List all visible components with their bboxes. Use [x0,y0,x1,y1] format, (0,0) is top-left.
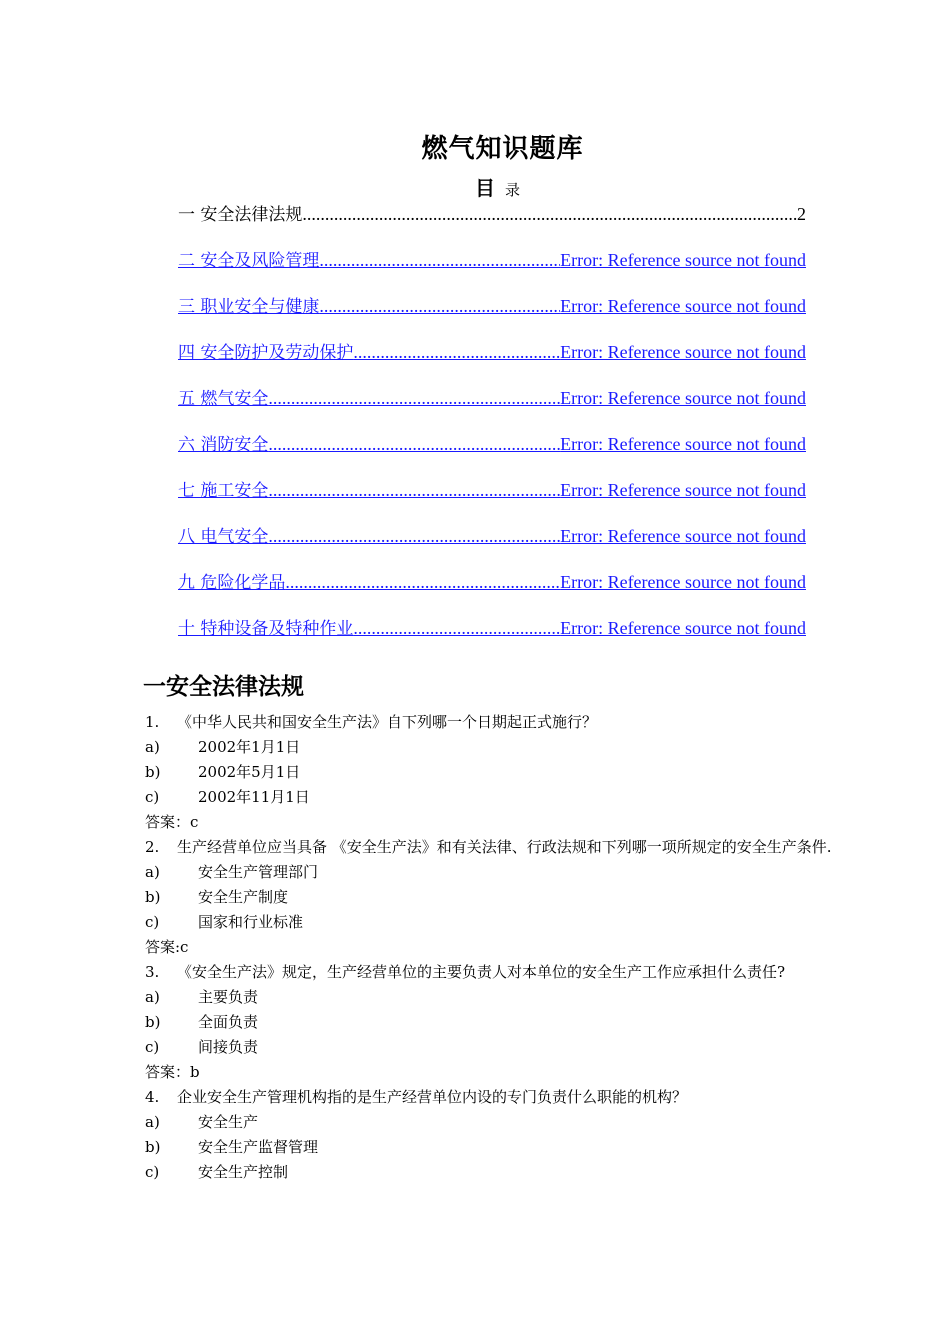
option-marker: b) [145,763,161,781]
toc-entry-page: Error: Reference source not found [560,572,806,592]
toc-entry[interactable] [178,246,806,292]
option [145,985,860,1010]
option-text: 安全生产 [198,1113,259,1131]
question-text: 《中华人民共和国安全生产法》自下列哪一个日期起正式施行？ [177,713,598,731]
toc-entry-label: 八 电气安全 [178,527,269,547]
option-text: 安全生产控制 [198,1163,289,1181]
option [145,760,860,785]
option [145,885,860,910]
table-of-contents [178,200,806,660]
toc-leader [353,618,560,639]
question-number: 2. [145,838,160,856]
question-number: 1. [145,713,160,731]
option-text: 2002年1月1日 [198,738,301,756]
option-marker: a) [145,863,160,881]
toc-entry-page: Error: Reference source not found [560,434,806,454]
toc-heading [0,172,950,201]
question [145,835,860,860]
toc-entry[interactable] [178,614,806,660]
toc-leader [319,250,560,271]
question-list [145,710,860,1185]
toc-leader [285,572,560,593]
answer: 答案：c [145,813,199,831]
toc-entry-label: 九 危险化学品 [178,573,286,593]
toc-entry[interactable] [178,568,806,614]
option [145,1010,860,1035]
toc-entry[interactable] [178,384,806,430]
question [145,710,860,735]
toc-entry-label: 一 安全法律法规 [178,205,303,225]
toc-entry[interactable] [178,338,806,384]
option-text: 安全生产监督管理 [198,1138,319,1156]
toc-leader [319,296,560,317]
toc-entry-label: 四 安全防护及劳动保护 [178,343,354,363]
document-title: 燃气知识题库 [421,134,584,164]
toc-heading-small: 录 [504,181,520,199]
option [145,860,860,885]
toc-leader [268,434,560,455]
section-heading: 一安全法律法规 [143,674,304,700]
toc-leader [268,388,560,409]
option-marker: b) [145,1013,161,1031]
option-text: 国家和行业标准 [198,913,304,931]
toc-entry-label: 二 安全及风险管理 [178,251,320,271]
option-marker: c) [145,1038,160,1056]
toc-heading-big: 目 [474,176,495,200]
option [145,785,860,810]
question-number: 4. [145,1088,160,1106]
toc-leader [268,526,560,547]
option-text: 2002年11月1日 [198,788,310,806]
question-text: 企业安全生产管理机构指的是生产经营单位内设的专门负责什么职能的机构？ [177,1088,688,1106]
option [145,910,860,935]
question-text: 《安全生产法》规定，生产经营单位的主要负责人对本单位的安全生产工作应承担什么责任? [177,963,786,981]
toc-entry[interactable] [178,200,806,246]
toc-entry-label: 十 特种设备及特种作业 [178,619,354,639]
option-text: 安全生产制度 [198,888,289,906]
option-text: 主要负责 [198,988,259,1006]
answer: 答案：b [145,1063,200,1081]
option-marker: a) [145,1113,160,1131]
answer: 答案:c [145,938,189,956]
toc-entry-page: Error: Reference source not found [560,480,806,500]
toc-entry-page: 2 [797,204,806,224]
option [145,1035,860,1060]
option-text: 安全生产管理部门 [198,863,319,881]
option [145,1135,860,1160]
option-marker: a) [145,738,160,756]
question-number: 3. [145,963,160,981]
toc-entry[interactable] [178,430,806,476]
toc-entry-label: 五 燃气安全 [178,389,269,409]
toc-leader [302,204,797,225]
option [145,1110,860,1135]
toc-entry-page: Error: Reference source not found [560,250,806,270]
toc-leader [353,342,560,363]
toc-entry-page: Error: Reference source not found [560,618,806,638]
option-marker: c) [145,913,160,931]
option [145,1160,860,1185]
toc-entry-label: 六 消防安全 [178,435,269,455]
toc-entry-page: Error: Reference source not found [560,526,806,546]
option-marker: b) [145,888,161,906]
toc-entry-page: Error: Reference source not found [560,342,806,362]
toc-entry[interactable] [178,522,806,568]
option-marker: a) [145,988,160,1006]
option-text: 全面负责 [198,1013,259,1031]
toc-leader [268,480,560,501]
toc-entry[interactable] [178,292,806,338]
option-text: 2002年5月1日 [198,763,301,781]
question [145,1085,860,1110]
option-marker: c) [145,1163,160,1181]
option-marker: c) [145,788,160,806]
question [145,960,860,985]
toc-entry-label: 三 职业安全与健康 [178,297,320,317]
option-marker: b) [145,1138,161,1156]
toc-entry-page: Error: Reference source not found [560,388,806,408]
option [145,735,860,760]
toc-entry-label: 七 施工安全 [178,481,269,501]
option-text: 间接负责 [198,1038,259,1056]
toc-entry[interactable] [178,476,806,522]
question-text: 生产经营单位应当具备 《安全生产法》和有关法律、行政法规和下列哪一项所规定的安全生产条件. [177,838,832,856]
toc-entry-page: Error: Reference source not found [560,296,806,316]
